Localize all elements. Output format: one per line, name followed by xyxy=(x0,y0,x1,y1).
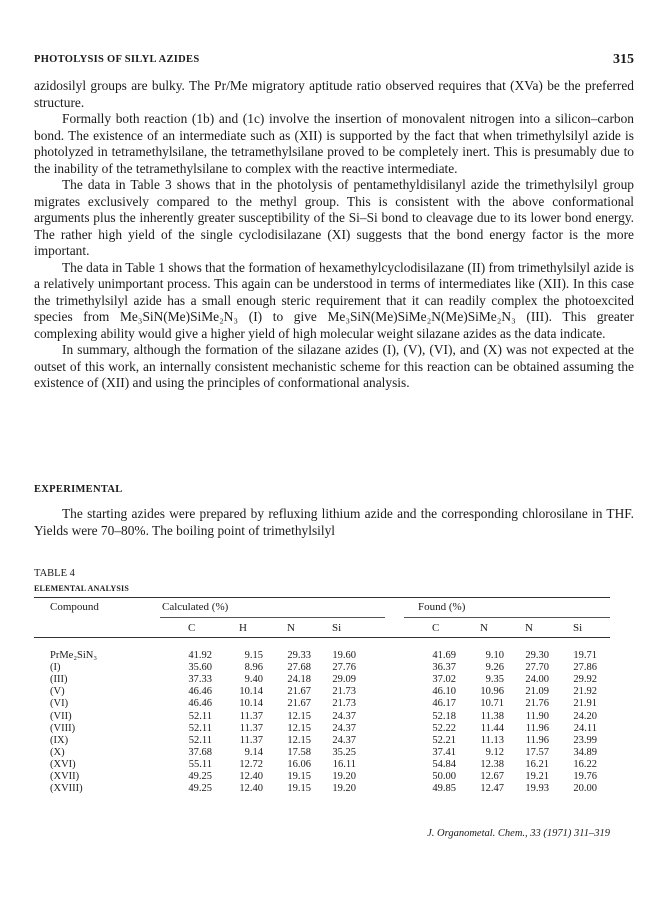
calculated-value: 41.92 xyxy=(188,650,212,661)
found-value: 19.93 xyxy=(525,783,549,795)
compound-name: (X) xyxy=(50,746,65,758)
found-value: 29.92 xyxy=(573,674,597,686)
found-value: 11.90 xyxy=(525,710,549,722)
calculated-value: 10.14 xyxy=(239,698,263,710)
calculated-column-header: Si xyxy=(332,622,342,634)
calculated-value: 52.11 xyxy=(188,722,212,734)
table-label: TABLE 4 xyxy=(34,568,75,579)
paragraph: The starting azides were prepared by refluxing lithium azide and the corresponding chlorosilane in THF. Yields were 70–80%. The boiling point of trimethylsilyl xyxy=(34,506,634,538)
calculated-value: 49.25 xyxy=(188,783,212,795)
calculated-value: 19.15 xyxy=(287,783,311,795)
found-value: 27.86 xyxy=(573,662,597,674)
found-value: 36.37 xyxy=(432,662,456,674)
paragraph: azidosilyl groups are bulky. The Pr/Me migratory aptitude ratio observed requires that (XVa) be the preferred structure. xyxy=(34,78,634,110)
found-value: 29.30 xyxy=(525,650,549,661)
calculated-value: 9.15 xyxy=(244,650,263,661)
calculated-value: 12.15 xyxy=(287,734,311,746)
found-value: 19.71 xyxy=(573,650,597,661)
calculated-column-header: H xyxy=(239,622,247,634)
calculated-value: 35.60 xyxy=(188,662,212,674)
calculated-value: 24.18 xyxy=(287,674,311,686)
calculated-value: 16.11 xyxy=(332,758,356,770)
found-value: 19.21 xyxy=(525,771,549,782)
found-value: 9.35 xyxy=(485,674,504,686)
page-header xyxy=(34,52,634,72)
found-value: 37.41 xyxy=(432,746,456,758)
calculated-value: 24.37 xyxy=(332,722,356,734)
calculated-value: 21.73 xyxy=(332,686,356,698)
found-value: 11.13 xyxy=(480,734,504,746)
found-value: 50.00 xyxy=(432,771,456,782)
found-value: 34.89 xyxy=(573,746,597,758)
found-header: Found (%) xyxy=(418,601,466,613)
found-value: 52.21 xyxy=(432,734,456,746)
found-value: 41.69 xyxy=(432,650,456,661)
found-value: 46.17 xyxy=(432,698,456,710)
found-value: 11.44 xyxy=(480,722,504,734)
calculated-value: 12.40 xyxy=(239,771,263,782)
found-subrule xyxy=(404,617,610,618)
calculated-value: 52.11 xyxy=(188,734,212,746)
compound-name: (XVIII) xyxy=(50,783,83,795)
found-column-header: N xyxy=(525,622,533,634)
compound-name: (XVI) xyxy=(50,758,76,770)
compound-name: (XVII) xyxy=(50,771,80,782)
calculated-value: 19.60 xyxy=(332,650,356,661)
calculated-value: 12.40 xyxy=(239,783,263,795)
calculated-value: 19.20 xyxy=(332,783,356,795)
found-value: 52.22 xyxy=(432,722,456,734)
found-value: 9.26 xyxy=(485,662,504,674)
calculated-value: 10.14 xyxy=(239,686,263,698)
compound-name: (III) xyxy=(50,674,68,686)
calculated-value: 49.25 xyxy=(188,771,212,782)
calculated-value: 19.20 xyxy=(332,771,356,782)
found-value: 21.91 xyxy=(573,698,597,710)
found-value: 24.20 xyxy=(573,710,597,722)
calculated-value: 29.33 xyxy=(287,650,311,661)
calculated-value: 8.96 xyxy=(244,662,263,674)
calculated-column-header: C xyxy=(188,622,196,634)
body-text xyxy=(34,78,634,392)
found-value: 20.00 xyxy=(573,783,597,795)
found-value: 10.71 xyxy=(480,698,504,710)
found-value: 21.76 xyxy=(525,698,549,710)
journal-citation: J. Organometal. Chem., 33 (1971) 311–319 xyxy=(427,828,610,839)
calculated-value: 21.73 xyxy=(332,698,356,710)
found-column-header: Si xyxy=(573,622,583,634)
found-column-header: C xyxy=(432,622,440,634)
calculated-column-header: N xyxy=(287,622,295,634)
found-value: 21.92 xyxy=(573,686,597,698)
calculated-subrule xyxy=(160,617,385,618)
found-value: 27.70 xyxy=(525,662,549,674)
compound-name: (VIII) xyxy=(50,722,76,734)
calculated-value: 12.15 xyxy=(287,722,311,734)
found-column-header: N xyxy=(480,622,488,634)
calculated-value: 27.68 xyxy=(287,662,311,674)
calculated-value: 21.67 xyxy=(287,698,311,710)
compound-name: PrMe₂SiN₃ xyxy=(50,650,97,661)
compound-header: Compound xyxy=(50,601,99,613)
compound-name: (VII) xyxy=(50,710,72,722)
found-value: 46.10 xyxy=(432,686,456,698)
found-value: 19.76 xyxy=(573,771,597,782)
running-title: PHOTOLYSIS OF SILYL AZIDES xyxy=(34,54,200,65)
paragraph: The data in Table 3 shows that in the photolysis of pentamethyldisilanyl azide the trimethylsilyl group migrates exclusively compared to the methyl group. This is consistent with the above conformational arguments plus the inherently greater susceptibility of the Si–Si bond to cleavage due to its lower bond energy. The rather high yield of the single cyclodisilazane (XI) suggests that the bond energy factor is the more important. xyxy=(34,177,634,258)
section-heading: EXPERIMENTAL xyxy=(34,484,123,495)
found-value: 24.00 xyxy=(525,674,549,686)
calculated-value: 46.46 xyxy=(188,686,212,698)
found-value: 16.22 xyxy=(573,758,597,770)
calculated-value: 52.11 xyxy=(188,710,212,722)
calculated-value: 55.11 xyxy=(188,758,212,770)
calculated-header: Calculated (%) xyxy=(162,601,229,613)
calculated-value: 11.37 xyxy=(239,722,263,734)
page-number: 315 xyxy=(613,52,634,67)
compound-name: (VI) xyxy=(50,698,69,710)
calculated-value: 9.14 xyxy=(244,746,263,758)
calculated-value: 9.40 xyxy=(244,674,263,686)
found-value: 37.02 xyxy=(432,674,456,686)
calculated-value: 24.37 xyxy=(332,710,356,722)
compound-name: (I) xyxy=(50,662,61,674)
found-value: 52.18 xyxy=(432,710,456,722)
found-value: 11.96 xyxy=(525,734,549,746)
found-value: 24.11 xyxy=(573,722,597,734)
found-value: 23.99 xyxy=(573,734,597,746)
calculated-value: 37.68 xyxy=(188,746,212,758)
found-value: 49.85 xyxy=(432,783,456,795)
compound-name: (IX) xyxy=(50,734,69,746)
found-value: 12.47 xyxy=(480,783,504,795)
paragraph: The data in Table 1 shows that the formation of hexamethylcyclodisilazane (II) from trimethylsilyl azide is a relatively unimportant process. This again can be understood in terms of intermediates like (XII). In this case the trimethylsilyl azide has a small enough steric requirement that it can readily complex the photoexcited species from Me₃SiN(Me)SiMe₂N₃ (I) to give Me₃SiN(Me)SiMe₂N(Me)SiMe₂N₃ (III). This greater complexing ability would give a higher yield of high molecular weight silazane azides as the data indicate. xyxy=(34,259,634,341)
found-value: 12.67 xyxy=(480,771,504,782)
calculated-value: 19.15 xyxy=(287,771,311,782)
table-header-rule xyxy=(34,637,610,638)
found-value: 21.09 xyxy=(525,686,549,698)
paragraph: In summary, although the formation of the silazane azides (I), (V), (VI), and (X) was not expected at the outset of this work, an internally consistent mechanistic scheme for this reaction can be obtained assuming the existence of (XII) and using the principles of conformational analysis. xyxy=(34,342,634,390)
found-value: 17.57 xyxy=(525,746,549,758)
found-value: 10.96 xyxy=(480,686,504,698)
found-value: 54.84 xyxy=(432,758,456,770)
calculated-value: 24.37 xyxy=(332,734,356,746)
found-value: 11.38 xyxy=(480,710,504,722)
found-value: 9.10 xyxy=(485,650,504,661)
calculated-value: 12.72 xyxy=(239,758,263,770)
compound-name: (V) xyxy=(50,686,65,698)
table-caption: ELEMENTAL ANALYSIS xyxy=(34,584,129,593)
calculated-value: 11.37 xyxy=(239,710,263,722)
paragraph: Formally both reaction (1b) and (1c) involve the insertion of monovalent nitrogen into a silicon–carbon bond. The existence of an intermediate such as (XII) is supported by the fact that when trimethylsilyl azide is photolyzed in tetramethylsilane, the tetramethylsilane proved to be completely inert. This is presumably due to the inability of the tetramethylsilane to complex with the reactive intermediate. xyxy=(34,111,634,176)
calculated-value: 46.46 xyxy=(188,698,212,710)
found-value: 12.38 xyxy=(480,758,504,770)
calculated-value: 11.37 xyxy=(239,734,263,746)
calculated-value: 16.06 xyxy=(287,758,311,770)
calculated-value: 21.67 xyxy=(287,686,311,698)
calculated-value: 29.09 xyxy=(332,674,356,686)
found-value: 9.12 xyxy=(485,746,504,758)
calculated-value: 35.25 xyxy=(332,746,356,758)
calculated-value: 27.76 xyxy=(332,662,356,674)
table-top-rule xyxy=(34,597,610,598)
calculated-value: 37.33 xyxy=(188,674,212,686)
found-value: 11.96 xyxy=(525,722,549,734)
calculated-value: 17.58 xyxy=(287,746,311,758)
found-value: 16.21 xyxy=(525,758,549,770)
calculated-value: 12.15 xyxy=(287,710,311,722)
